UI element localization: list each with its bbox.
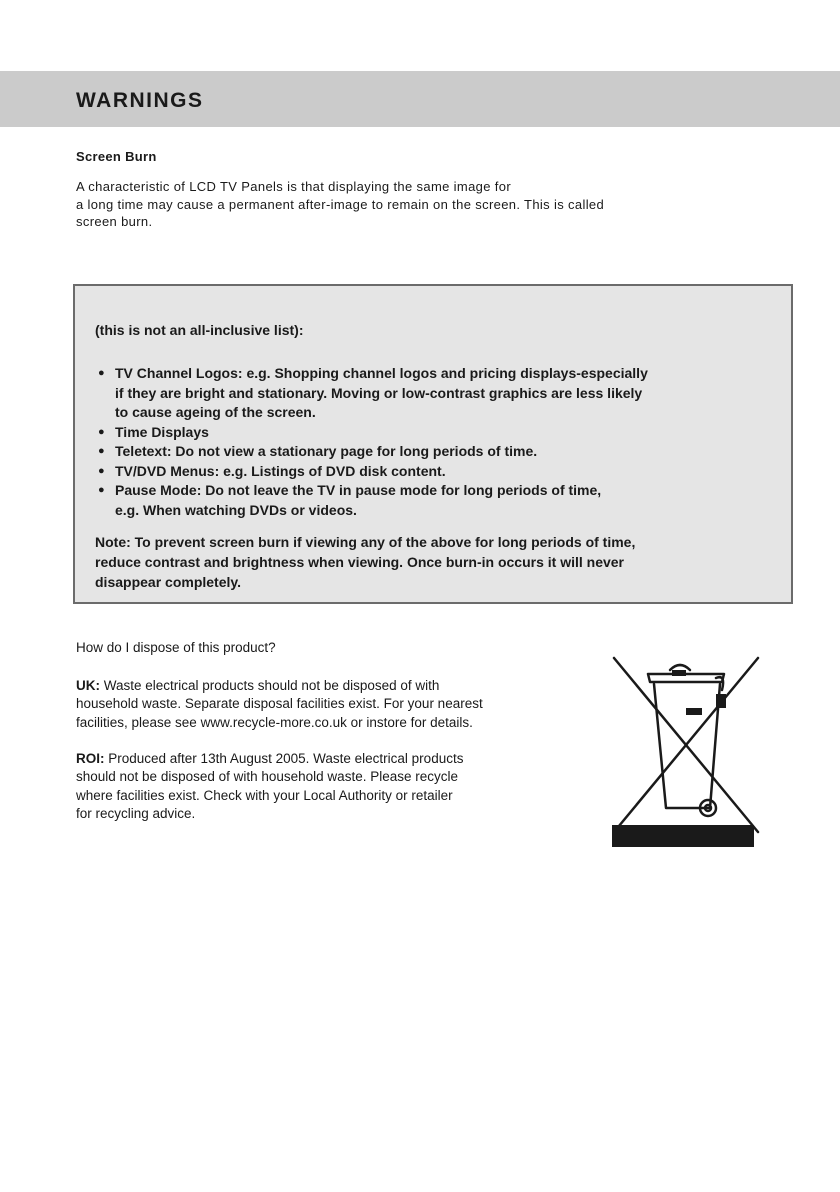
uk-disposal-text (76, 677, 566, 732)
uk-line (76, 677, 566, 695)
list-item-line: TV Channel Logos: e.g. Shopping channel logos and pricing displays-especially (115, 365, 648, 381)
section-heading-screen-burn: Screen Burn (76, 149, 157, 164)
list-item (95, 423, 775, 443)
uk-line: household waste. Separate disposal facilities exist. For your nearest (76, 696, 483, 712)
screen-burn-intro (76, 178, 756, 231)
list-item-line: Teletext: Do not view a stationary page for long periods of time. (115, 443, 538, 459)
page-title: WARNINGS (76, 89, 204, 112)
warning-box (73, 284, 793, 604)
bullet-icon: ● (98, 445, 105, 457)
list-item-line: TV/DVD Menus: e.g. Listings of DVD disk content. (115, 462, 446, 479)
bullet-icon: ● (98, 464, 105, 477)
uk-line-text: Waste electrical products should not be disposed of with (100, 678, 440, 693)
dispose-question: How do I dispose of this product? (76, 640, 276, 655)
bullet-icon: ● (98, 425, 105, 438)
roi-line: should not be disposed of with household waste. Please recycle (76, 769, 458, 785)
warning-list (95, 364, 775, 520)
list-item (95, 462, 775, 482)
intro-line: A characteristic of LCD TV Panels is that displaying the same image for (76, 179, 512, 194)
roi-line (76, 750, 566, 768)
note-line: reduce contrast and brightness when viewing. Once burn-in occurs it will never (95, 554, 624, 570)
list-item-line: if they are bright and stationary. Moving or low-contrast graphics are less likely (115, 384, 643, 401)
list-item (95, 481, 775, 520)
uk-label: UK: (76, 678, 100, 693)
crossed-out-wheelie-bin-icon (612, 650, 762, 850)
warning-box-note (95, 532, 785, 592)
note-line: Note: To prevent screen burn if viewing any of the above for long periods of time, (95, 534, 636, 550)
note-line: disappear completely. (95, 574, 242, 590)
bullet-icon: ● (98, 367, 105, 379)
bullet-icon: ● (98, 484, 105, 496)
list-item-line: Time Displays (115, 423, 209, 440)
intro-line: a long time may cause a permanent after-image to remain on the screen. This is called (76, 196, 605, 212)
uk-line: facilities, please see www.recycle-more.co.uk or instore for details. (76, 714, 473, 730)
list-item-line: e.g. When watching DVDs or videos. (115, 501, 357, 518)
warning-box-heading: (this is not an all-inclusive list): (95, 322, 304, 338)
roi-disposal-text (76, 750, 566, 823)
roi-line: for recycling advice. (76, 805, 196, 821)
list-item (95, 442, 775, 462)
list-item (95, 364, 775, 423)
intro-line: screen burn. (76, 214, 153, 230)
roi-label: ROI: (76, 751, 105, 766)
roi-line: where facilities exist. Check with your Local Authority or retailer (76, 787, 453, 803)
roi-line-text: Produced after 13th August 2005. Waste electrical products (104, 751, 464, 766)
list-item-line: to cause ageing of the screen. (115, 404, 316, 420)
list-item-line: Pause Mode: Do not leave the TV in pause mode for long periods of time, (115, 482, 602, 498)
